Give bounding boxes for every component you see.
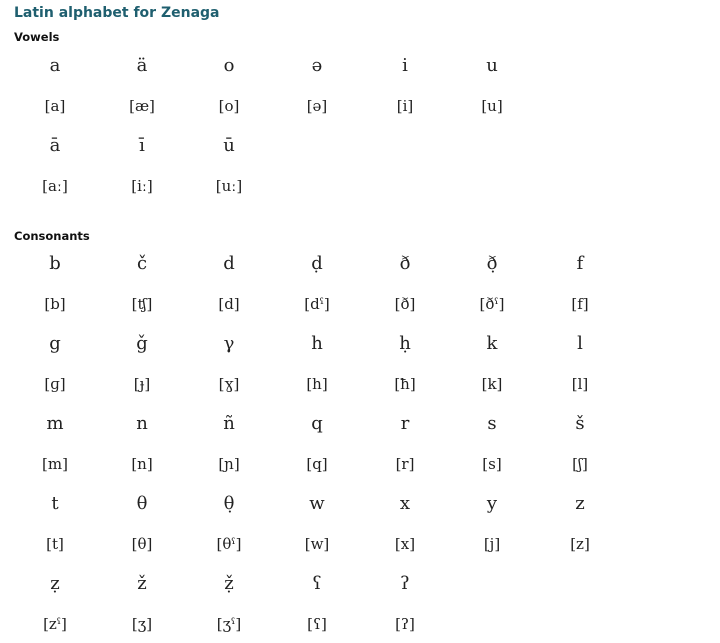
consonant-letter-cell: ʕ [312, 573, 322, 594]
consonant-ipa-cell: [x] [394, 535, 416, 553]
consonants-heading: Consonants [14, 229, 90, 243]
page-title: Latin alphabet for Zenaga [14, 5, 220, 21]
consonant-ipa-cell: [ɲ] [218, 455, 240, 473]
consonant-letter-cell: ž [137, 573, 147, 594]
consonant-letter-cell: w [309, 493, 325, 514]
consonant-row [0, 533, 720, 563]
consonant-ipa-cell: [n] [131, 455, 153, 473]
consonant-ipa-cell: [θ] [131, 535, 153, 553]
vowel-letter-cell: u [486, 55, 498, 76]
vowel-ipa-cell: [i] [396, 97, 414, 115]
vowel-ipa-cell: [a] [44, 97, 66, 115]
consonant-letter-cell: ḍ [311, 253, 323, 274]
consonant-ipa-cell: [ðˤ] [479, 295, 505, 313]
vowel-ipa-cell: [aː] [42, 177, 68, 195]
consonant-ipa-cell: [r] [395, 455, 415, 473]
consonant-ipa-cell: [s] [482, 455, 502, 473]
consonant-ipa-cell: [k] [481, 375, 503, 393]
consonant-letter-cell: n [136, 413, 148, 434]
consonant-ipa-cell: [f] [571, 295, 589, 313]
vowel-ipa-cell: [ə] [306, 97, 328, 115]
consonant-ipa-cell: [ʒ] [131, 615, 153, 633]
vowel-letter-cell: ū [223, 135, 235, 156]
consonant-letter-cell: s [487, 413, 497, 434]
consonant-letter-cell: š [575, 413, 585, 434]
vowel-row [0, 95, 720, 125]
consonant-ipa-cell: [d] [218, 295, 240, 313]
consonant-ipa-cell: [ɣ] [218, 375, 240, 393]
consonant-letter-cell: ẓ̌ [224, 573, 234, 594]
vowels-heading: Vowels [14, 30, 60, 44]
consonant-letter-cell: ñ [223, 413, 235, 434]
consonant-letter-cell: h [311, 333, 323, 354]
consonant-ipa-cell: [θˤ] [216, 535, 242, 553]
consonant-ipa-cell: [dˤ] [304, 295, 330, 313]
vowel-letter-cell: ə [311, 55, 323, 76]
consonant-letter-cell: k [486, 333, 498, 354]
vowel-row [0, 55, 720, 85]
consonant-letter-cell: l [577, 333, 583, 354]
consonant-row [0, 613, 720, 643]
consonant-ipa-cell: [ɡ] [44, 375, 66, 393]
consonant-ipa-cell: [ɟ] [133, 375, 151, 393]
consonant-ipa-cell: [zˤ] [43, 615, 67, 633]
consonant-ipa-cell: [ħ] [394, 375, 416, 393]
consonant-row [0, 333, 720, 363]
vowel-ipa-cell: [o] [218, 97, 240, 115]
vowel-row [0, 175, 720, 205]
consonant-ipa-cell: [z] [570, 535, 590, 553]
consonant-letter-cell: d [223, 253, 235, 274]
vowel-ipa-cell: [æ] [129, 97, 155, 115]
consonant-ipa-cell: [m] [42, 455, 68, 473]
consonant-letter-cell: γ [223, 333, 235, 354]
consonant-letter-cell: t [51, 493, 59, 514]
vowel-letter-cell: i [402, 55, 408, 76]
consonant-letter-cell: ʔ [400, 573, 410, 594]
vowel-letter-cell: o [223, 55, 235, 76]
consonant-ipa-cell: [ʃ] [572, 455, 588, 473]
consonant-letter-cell: ǧ [136, 333, 148, 354]
consonant-row [0, 413, 720, 443]
vowel-letter-cell: ä [136, 55, 148, 76]
vowel-ipa-cell: [uː] [215, 177, 243, 195]
consonant-letter-cell: ẓ [50, 573, 60, 594]
consonant-row [0, 493, 720, 523]
consonant-letter-cell: z [575, 493, 585, 514]
consonant-letter-cell: x [399, 493, 411, 514]
consonant-ipa-cell: [w] [304, 535, 330, 553]
consonant-row [0, 573, 720, 603]
vowel-letter-cell: a [49, 55, 61, 76]
consonant-ipa-cell: [b] [44, 295, 66, 313]
consonant-row [0, 453, 720, 483]
consonant-letter-cell: č [136, 253, 148, 274]
consonant-letter-cell: r [400, 413, 410, 434]
consonant-letter-cell: f [576, 253, 584, 274]
consonant-letter-cell: q [311, 413, 323, 434]
vowel-row [0, 135, 720, 165]
consonant-row [0, 253, 720, 283]
consonant-ipa-cell: [h] [306, 375, 328, 393]
consonant-ipa-cell: [ð] [394, 295, 416, 313]
vowel-letter-cell: ī [139, 135, 145, 156]
consonant-row [0, 293, 720, 323]
consonant-letter-cell: ḥ [399, 333, 411, 354]
vowel-ipa-cell: [u] [481, 97, 503, 115]
consonant-ipa-cell: [t] [46, 535, 64, 553]
vowel-ipa-cell: [iː] [131, 177, 153, 195]
consonant-ipa-cell: [ʒˤ] [216, 615, 242, 633]
consonant-ipa-cell: [j] [483, 535, 501, 553]
consonant-ipa-cell: [ʕ] [307, 615, 327, 633]
consonant-letter-cell: ð̣ [486, 253, 498, 274]
consonant-ipa-cell: [ʔ] [395, 615, 415, 633]
consonant-ipa-cell: [l] [571, 375, 589, 393]
consonant-letter-cell: b [49, 253, 61, 274]
consonant-letter-cell: m [46, 413, 64, 434]
consonant-ipa-cell: [ʧ] [131, 295, 153, 313]
consonant-letter-cell: y [486, 493, 498, 514]
consonant-letter-cell: ð [399, 253, 411, 274]
consonant-letter-cell: θ [136, 493, 148, 514]
consonant-ipa-cell: [q] [306, 455, 328, 473]
consonant-row [0, 373, 720, 403]
consonant-letter-cell: g [49, 333, 61, 354]
consonant-letter-cell: θ̣ [223, 493, 235, 514]
vowel-letter-cell: ā [49, 135, 61, 156]
